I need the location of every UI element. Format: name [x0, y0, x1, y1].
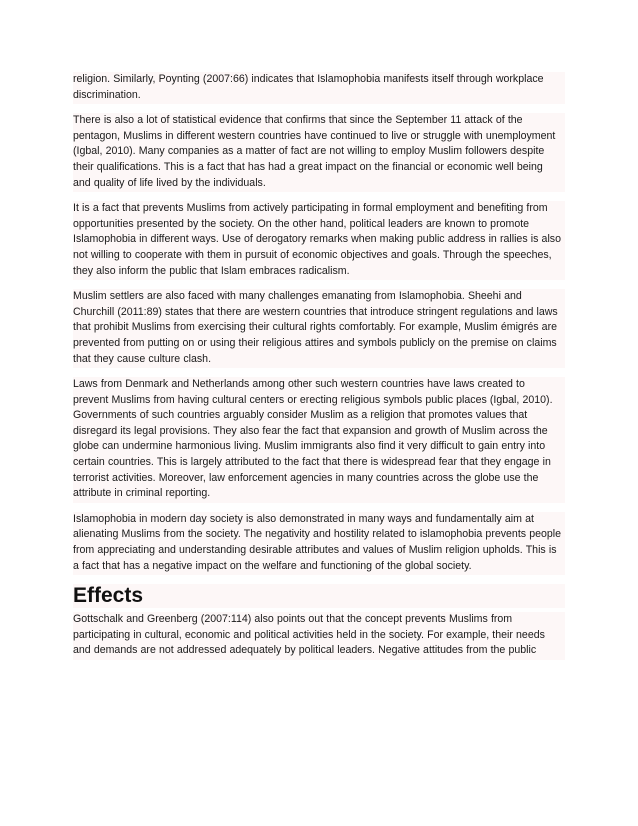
section-heading-effects: Effects — [73, 584, 565, 608]
paragraph-denmark-netherlands: Laws from Denmark and Netherlands among other such western countries have laws created to prevent Muslims from having cultural centers or erecting religious symbols public places (Igbal, 2010). Governments of such countries arguably consider Muslim as a religion that promotes values that disregard its legal provisions. They also fear the fact that expansion and growth of Muslim across the globe can undermine harmonious living. Muslim immigrants also find it very difficult to gain entry into certain countries. This is largely attributed to the fact that there is widespread fear that they engage in terrorist activities. Moreover, law enforcement agencies in many countries across the globe use the attribute in criminal reporting. — [73, 377, 565, 503]
paragraph-statistical-evidence: There is also a lot of statistical evidence that confirms that since the September 11 attack of the pentagon, Muslims in different western countries have continued to live or struggle with unemployment (Igbal, 2010). Many companies as a matter of fact are not willing to employ Muslim followers despite their qualifications. This is a fact that has had a great impact on the financial or economic well being and quality of life lived by the individuals. — [73, 113, 565, 192]
paragraph-modern-society: Islamophobia in modern day society is also demonstrated in many ways and fundamentally aim at alienating Muslims from the society. The negativity and hostility related to islamophobia prevents people from appreciating and understanding desirable attributes and values of Muslim religion upholds. This is a fact that has a negative impact on the welfare and functioning of the global society. — [73, 512, 565, 575]
paragraph-muslim-settlers: Muslim settlers are also faced with many challenges emanating from Islamophobia. Sheehi and Churchill (2011:89) states that there are western countries that introduce stringent regulations and laws that prohibit Muslims from exercising their cultural rights comfortably. For example, Muslim émigrés are prevented from putting on or using their religious attires and symbols publicly on the premise on claims that they cause culture clash. — [73, 289, 565, 368]
paragraph-political-leaders: It is a fact that prevents Muslims from actively participating in formal employment and benefiting from opportunities presented by the society. On the other hand, political leaders are known to promote Islamophobia in different ways. Use of derogatory remarks when making public address in rallies is also not willing to cooperate with them in pursuit of economic objectives and goals. Through the speeches, they also inform the public that Islam embraces radicalism. — [73, 201, 565, 280]
paragraph-workplace-discrimination: religion. Similarly, Poynting (2007:66) indicates that Islamophobia manifests itself through workplace discrimination. — [73, 72, 565, 104]
document-page — [73, 72, 565, 669]
paragraph-effects: Gottschalk and Greenberg (2007:114) also points out that the concept prevents Muslims from participating in cultural, economic and political activities held in the society. For example, their needs and demands are not addressed adequately by political leaders. Negative attitudes from the public — [73, 612, 565, 660]
